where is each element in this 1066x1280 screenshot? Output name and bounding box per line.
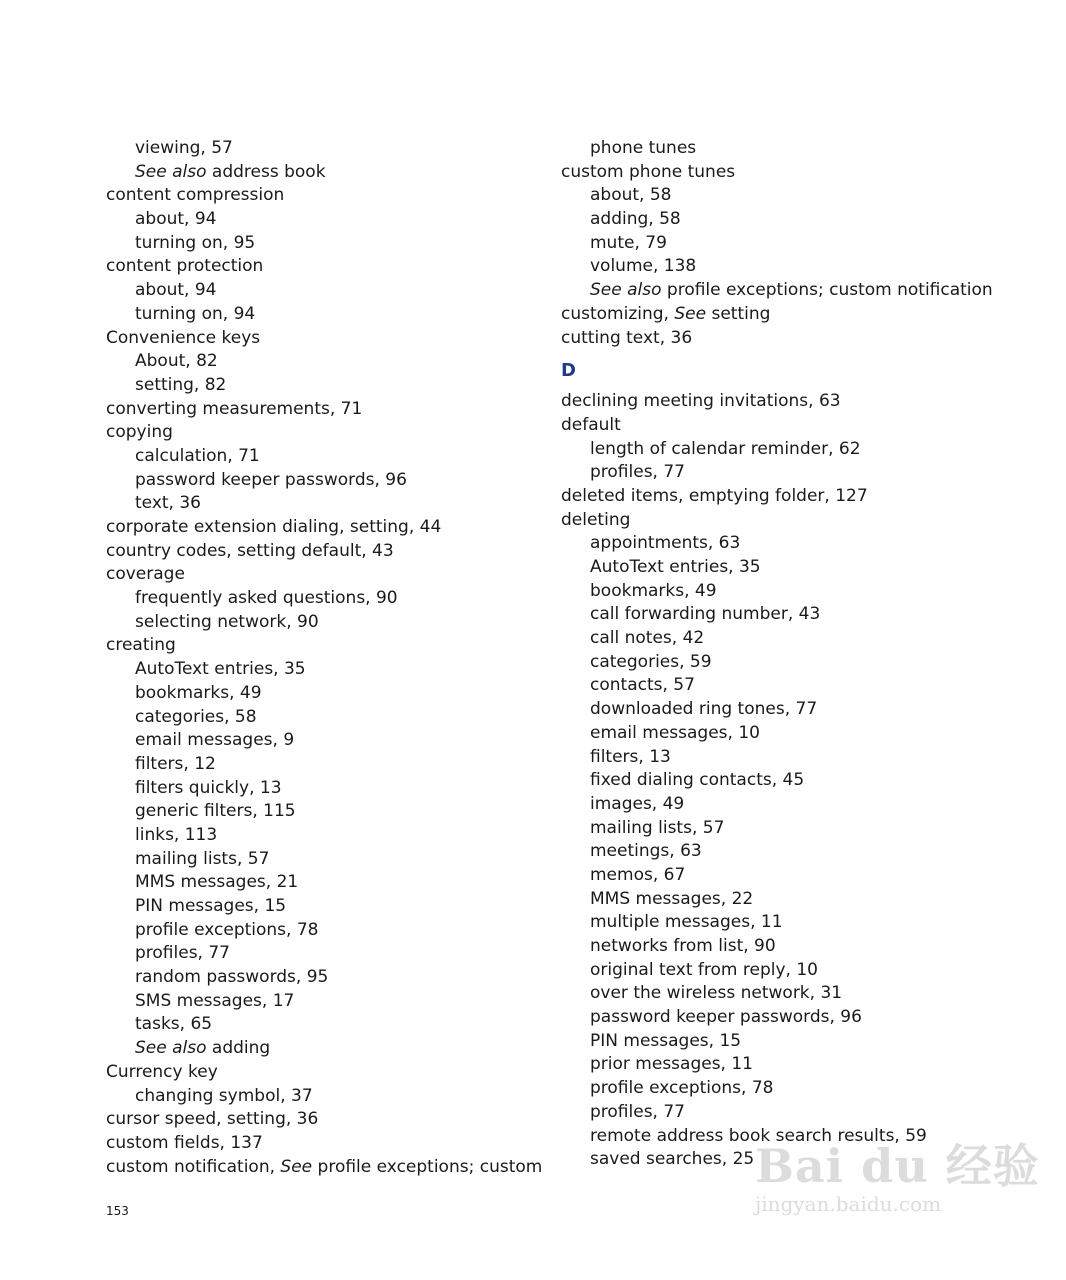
index-subentry xyxy=(561,674,1031,698)
entry-text: email messages, 9 xyxy=(135,730,295,751)
index-subentry xyxy=(561,959,1031,983)
index-subentry xyxy=(561,722,1031,746)
entry-text: mailing lists, 57 xyxy=(135,848,270,869)
entry-text: SMS messages, 17 xyxy=(135,990,295,1011)
entry-text: links, 113 xyxy=(135,824,218,845)
entry-text: converting measurements, 71 xyxy=(106,398,363,419)
index-subentry xyxy=(561,840,1031,864)
index-group-right-bottom xyxy=(561,390,1031,1172)
index-entry xyxy=(106,421,536,445)
index-entry xyxy=(561,414,1031,438)
index-column-left xyxy=(106,137,543,1179)
index-subentry xyxy=(561,232,1031,256)
index-subentry xyxy=(561,627,1031,651)
index-subentry xyxy=(561,556,1031,580)
index-subentry xyxy=(106,350,536,374)
entry-text: meetings, 63 xyxy=(590,841,702,862)
entry-text: call forwarding number, 43 xyxy=(590,604,821,625)
index-subentry xyxy=(106,871,536,895)
entry-text: random passwords, 95 xyxy=(135,967,329,988)
entry-text: profile exceptions, 78 xyxy=(135,919,319,940)
index-subentry xyxy=(106,990,536,1014)
entry-text: bookmarks, 49 xyxy=(590,580,717,601)
index-entry xyxy=(561,390,1031,414)
entry-text: address book xyxy=(206,161,326,182)
entry-text: filters quickly, 13 xyxy=(135,777,282,798)
entry-text: Convenience keys xyxy=(106,327,261,348)
entry-text: cursor speed, setting, 36 xyxy=(106,1109,319,1130)
entry-text: PIN messages, 15 xyxy=(135,896,287,916)
index-subentry xyxy=(561,532,1031,556)
index-subentry xyxy=(561,1053,1031,1077)
index-subentry xyxy=(106,469,536,493)
entry-prefix: custom notification, xyxy=(106,1156,281,1177)
entry-text: profile exceptions; custom xyxy=(312,1156,543,1177)
index-entry xyxy=(561,161,1031,185)
index-subentry xyxy=(561,137,1031,161)
index-subentry xyxy=(561,1006,1031,1030)
entry-prefix: customizing, xyxy=(561,303,675,324)
entry-text: AutoText entries, 35 xyxy=(135,659,306,680)
entry-text: MMS messages, 22 xyxy=(590,888,754,909)
entry-text: profile exceptions; custom notification xyxy=(661,280,993,301)
entry-text: Currency key xyxy=(106,1061,218,1082)
index-subentry xyxy=(561,651,1031,675)
entry-text: country codes, setting default, 43 xyxy=(106,540,394,561)
index-subentry xyxy=(106,445,536,469)
index-subentry xyxy=(106,303,536,327)
index-subentry xyxy=(106,279,536,303)
watermark-logo-text: Bai du 经验 xyxy=(755,1139,1040,1193)
see-reference: See also xyxy=(590,280,662,301)
index-subentry xyxy=(561,1077,1031,1101)
entry-text: password keeper passwords, 96 xyxy=(590,1007,862,1028)
index-subentry xyxy=(561,255,1031,279)
index-entry xyxy=(106,1108,536,1132)
index-subentry xyxy=(561,864,1031,888)
entry-text: AutoText entries, 35 xyxy=(590,557,761,577)
index-subentry xyxy=(106,374,536,398)
index-subentry xyxy=(106,208,536,232)
entry-text: corporate extension dialing, setting, 44 xyxy=(106,517,442,537)
index-subentry xyxy=(561,461,1031,485)
entry-text: bookmarks, 49 xyxy=(135,682,262,703)
index-subentry xyxy=(106,587,536,611)
index-subentry xyxy=(561,279,1031,303)
index-subentry xyxy=(561,817,1031,841)
entry-text: filters, 12 xyxy=(135,753,216,774)
entry-text: remote address book search results, 59 xyxy=(590,1125,927,1146)
entry-text: mute, 79 xyxy=(590,232,667,253)
index-subentry xyxy=(106,966,536,990)
watermark-url: jingyan.baidu.com xyxy=(755,1192,942,1216)
entry-text: email messages, 10 xyxy=(590,722,760,743)
index-entry xyxy=(106,1061,536,1085)
entry-text: content protection xyxy=(106,256,264,277)
entry-text: networks from list, 90 xyxy=(590,936,776,956)
entry-text: images, 49 xyxy=(590,793,685,814)
index-subentry xyxy=(561,1101,1031,1125)
index-subentry xyxy=(561,888,1031,912)
entry-text: tasks, 65 xyxy=(135,1014,213,1035)
index-subentry xyxy=(561,698,1031,722)
index-entry xyxy=(106,634,536,658)
entry-text: generic filters, 115 xyxy=(135,801,296,822)
entry-text: profiles, 77 xyxy=(590,462,685,483)
entry-text: appointments, 63 xyxy=(590,533,741,554)
entry-text: PIN messages, 15 xyxy=(590,1030,742,1051)
entry-text: about, 58 xyxy=(590,185,672,206)
index-subentry xyxy=(561,184,1031,208)
entry-text: MMS messages, 21 xyxy=(135,872,299,893)
index-entry xyxy=(106,1156,543,1180)
entry-text: text, 36 xyxy=(135,493,201,514)
entry-text: cutting text, 36 xyxy=(561,327,693,348)
baidu-watermark xyxy=(755,1130,1040,1216)
index-entry xyxy=(561,303,1031,327)
index-subentry xyxy=(106,848,536,872)
entry-text: content compression xyxy=(106,185,285,206)
entry-text: About, 82 xyxy=(135,351,218,372)
entry-text: setting, 82 xyxy=(135,374,227,395)
entry-text: profiles, 77 xyxy=(135,943,230,964)
index-subentry xyxy=(106,919,536,943)
entry-text: custom fields, 137 xyxy=(106,1132,263,1153)
entry-text: adding xyxy=(206,1038,271,1059)
entry-text: downloaded ring tones, 77 xyxy=(590,699,818,720)
entry-text: default xyxy=(561,414,621,435)
index-subentry xyxy=(561,1030,1031,1054)
index-subentry xyxy=(106,895,536,919)
see-reference: See also xyxy=(135,1038,207,1059)
entry-text: prior messages, 11 xyxy=(590,1054,753,1075)
index-subentry xyxy=(106,729,536,753)
see-reference: See xyxy=(280,1156,313,1177)
entry-text: calculation, 71 xyxy=(135,445,260,466)
entry-text: categories, 58 xyxy=(135,706,257,727)
index-entry xyxy=(106,398,536,422)
entry-text: saved searches, 25 xyxy=(590,1149,755,1170)
page-number: 153 xyxy=(106,1204,129,1218)
index-subentry xyxy=(106,658,536,682)
entry-text: password keeper passwords, 96 xyxy=(135,469,407,490)
index-subentry xyxy=(106,492,536,516)
entry-text: creating xyxy=(106,635,176,656)
index-subentry xyxy=(106,777,536,801)
entry-text: deleted items, emptying folder, 127 xyxy=(561,485,868,506)
index-subentry xyxy=(106,706,536,730)
index-subentry xyxy=(106,1037,536,1061)
index-subentry xyxy=(106,753,536,777)
entry-text: setting xyxy=(706,303,771,324)
index-subentry xyxy=(106,824,536,848)
index-column-right xyxy=(561,137,1031,1172)
index-group-right-top xyxy=(561,137,1031,350)
entry-text: selecting network, 90 xyxy=(135,611,319,632)
index-subentry xyxy=(106,1013,536,1037)
index-subentry xyxy=(561,911,1031,935)
entry-text: mailing lists, 57 xyxy=(590,817,725,838)
index-entry xyxy=(106,516,536,540)
entry-text: turning on, 94 xyxy=(135,303,256,324)
entry-text: frequently asked questions, 90 xyxy=(135,588,398,609)
entry-text: profile exceptions, 78 xyxy=(590,1078,774,1099)
index-subentry xyxy=(561,746,1031,770)
index-entry xyxy=(106,255,536,279)
entry-text: coverage xyxy=(106,564,185,585)
entry-text: original text from reply, 10 xyxy=(590,959,818,980)
entry-text: multiple messages, 11 xyxy=(590,912,783,933)
index-entry xyxy=(561,509,1031,533)
entry-text: phone tunes xyxy=(590,138,697,158)
index-subentry xyxy=(561,603,1031,627)
entry-text: call notes, 42 xyxy=(590,628,705,649)
entry-text: categories, 59 xyxy=(590,651,712,672)
index-subentry xyxy=(561,580,1031,604)
entry-text: contacts, 57 xyxy=(590,675,695,696)
index-subentry xyxy=(561,208,1031,232)
index-entry xyxy=(106,563,536,587)
index-subentry xyxy=(561,935,1031,959)
index-subentry xyxy=(106,682,536,706)
index-subentry xyxy=(106,232,536,256)
entry-text: declining meeting invitations, 63 xyxy=(561,391,841,412)
index-subentry xyxy=(106,137,536,161)
entry-text: over the wireless network, 31 xyxy=(590,983,843,1004)
entry-text: about, 94 xyxy=(135,280,217,301)
entry-text: volume, 138 xyxy=(590,256,697,277)
entry-text: length of calendar reminder, 62 xyxy=(590,438,861,459)
index-subentry xyxy=(561,438,1031,462)
index-subentry xyxy=(561,793,1031,817)
index-entry xyxy=(106,1132,536,1156)
entry-text: memos, 67 xyxy=(590,864,686,885)
section-letter: D xyxy=(561,360,576,382)
entry-text: adding, 58 xyxy=(590,209,681,230)
index-entry xyxy=(106,327,536,351)
index-entry xyxy=(561,327,1031,351)
index-subentry xyxy=(106,161,536,185)
index-subentry xyxy=(561,982,1031,1006)
entry-text: viewing, 57 xyxy=(135,138,233,158)
index-subentry xyxy=(106,1085,536,1109)
entry-text: filters, 13 xyxy=(590,746,671,767)
entry-text: custom phone tunes xyxy=(561,161,736,182)
entry-text: copying xyxy=(106,422,173,443)
entry-text: fixed dialing contacts, 45 xyxy=(590,770,805,791)
see-reference: See xyxy=(674,303,707,324)
entry-text: changing symbol, 37 xyxy=(135,1085,313,1106)
entry-text: profiles, 77 xyxy=(590,1101,685,1122)
index-entry xyxy=(106,184,536,208)
index-subentry xyxy=(106,942,536,966)
entry-text: about, 94 xyxy=(135,209,217,230)
index-entry xyxy=(561,485,1031,509)
index-subentry xyxy=(561,769,1031,793)
index-subentry xyxy=(106,800,536,824)
index-subentry xyxy=(106,611,536,635)
index-entry xyxy=(106,540,536,564)
entry-text: deleting xyxy=(561,509,631,530)
see-reference: See also xyxy=(135,161,207,182)
entry-text: turning on, 95 xyxy=(135,232,256,253)
